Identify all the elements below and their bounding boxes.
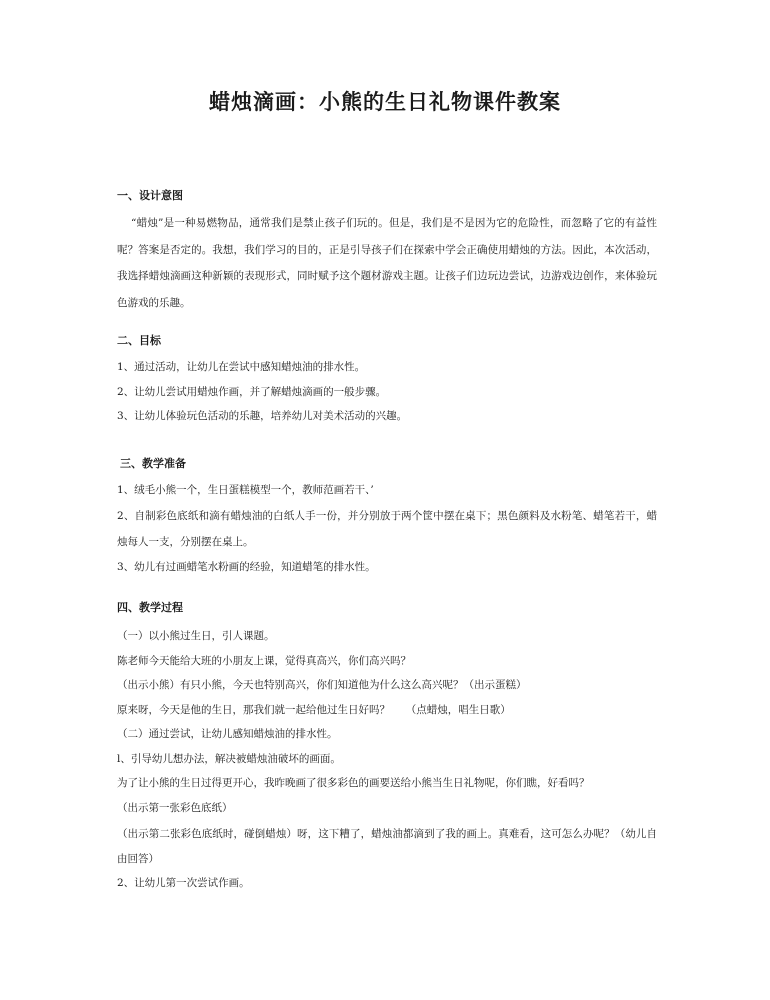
process-line: 原来呀，今天是他的生日，那我们就一起给他过生日好吗？ （点蜡烛，唱生日歌） (117, 703, 511, 716)
process-line: l、引导幼儿想办法，解决被蜡烛油破坏的画面。 (117, 752, 341, 765)
prep-item-3: 3、幼儿有过画蜡笔水粉画的经验，知道蜡笔的排水性。 (117, 560, 376, 573)
process-lines (117, 624, 657, 820)
process-line: （出示第一张彩色底纸） (117, 801, 233, 814)
goal-item: 3、让幼儿体验玩色活动的乐趣，培养幼儿对美术活动的兴趣。 (117, 410, 408, 422)
section-heading-goals: 二、目标 (117, 334, 161, 347)
section-prep (117, 456, 657, 579)
process-line: （出示小熊）有只小熊，今天也特别高兴，你们知道他为什么这么高兴呢？（出示蛋糕） (117, 679, 527, 691)
section-design (117, 188, 657, 316)
process-line-last: 2、让幼儿第一次尝试作画。 (117, 877, 250, 889)
process-line: （一）以小熊过生日，引人课题。 (117, 630, 275, 642)
goals-list (117, 355, 657, 429)
process-paragraph: （出示第二张彩色底纸时，碰倒蜡烛）呀，这下糟了，蜡烛油都滴到了我的画上。真难看，这可怎么办呢？（幼儿自由回答） (117, 828, 657, 865)
prep-item-2: 2、自制彩色底纸和滴有蜡烛油的白纸人手一份，并分别放于两个筐中摆在桌下；黑色颜料及水粉笔、蜡笔若干，蜡烛每人一支，分别摆在桌上。 (117, 509, 657, 548)
process-line: 陈老师今天能给大班的小朋友上课，觉得真高兴，你们高兴吗？ (117, 654, 411, 667)
section-process (117, 600, 657, 896)
goal-item: 1、通过活动，让幼儿在尝试中感知蜡烛油的排水性。 (117, 361, 366, 373)
section-heading-prep: 三、教学准备 (120, 457, 186, 470)
section-goals (117, 333, 657, 429)
section-heading-design: 一、设计意图 (117, 189, 183, 202)
prep-item-1: 1、绒毛小熊一个，生日蛋糕模型一个，教师范画若干、’ (117, 484, 374, 496)
process-line: 为了让小熊的生日过得更开心，我昨晚画了很多彩色的画要送给小熊当生日礼物呢，你们瞧，好看吗？ (117, 777, 590, 789)
process-line: （二）通过尝试，让幼儿感知蜡烛油的排水性。 (117, 728, 338, 740)
section-heading-process: 四、教学过程 (117, 601, 183, 614)
design-paragraph: “蜡烛”是一种易燃物品，通常我们是禁止孩子们玩的。但是，我们是不是因为它的危险性，而忽略了它的有益性呢？答案是否定的。我想，我们学习的目的，正是引导孩子们在探索中学会正确使用蜡烛的方法。因此，本次活动，我选择蜡烛滴画这种新颖的表现形式，同时赋予这个题材游戏主题。让孩子们边玩边尝试，边游戏边创作，来体验玩色游戏的乐趣。 (117, 217, 657, 309)
goal-item: 2、让幼儿尝试用蜡烛作画，并了解蜡烛滴画的一般步骤。 (117, 385, 387, 398)
page-title: 蜡烛滴画：小熊的生日礼物课件教案 (209, 90, 561, 114)
